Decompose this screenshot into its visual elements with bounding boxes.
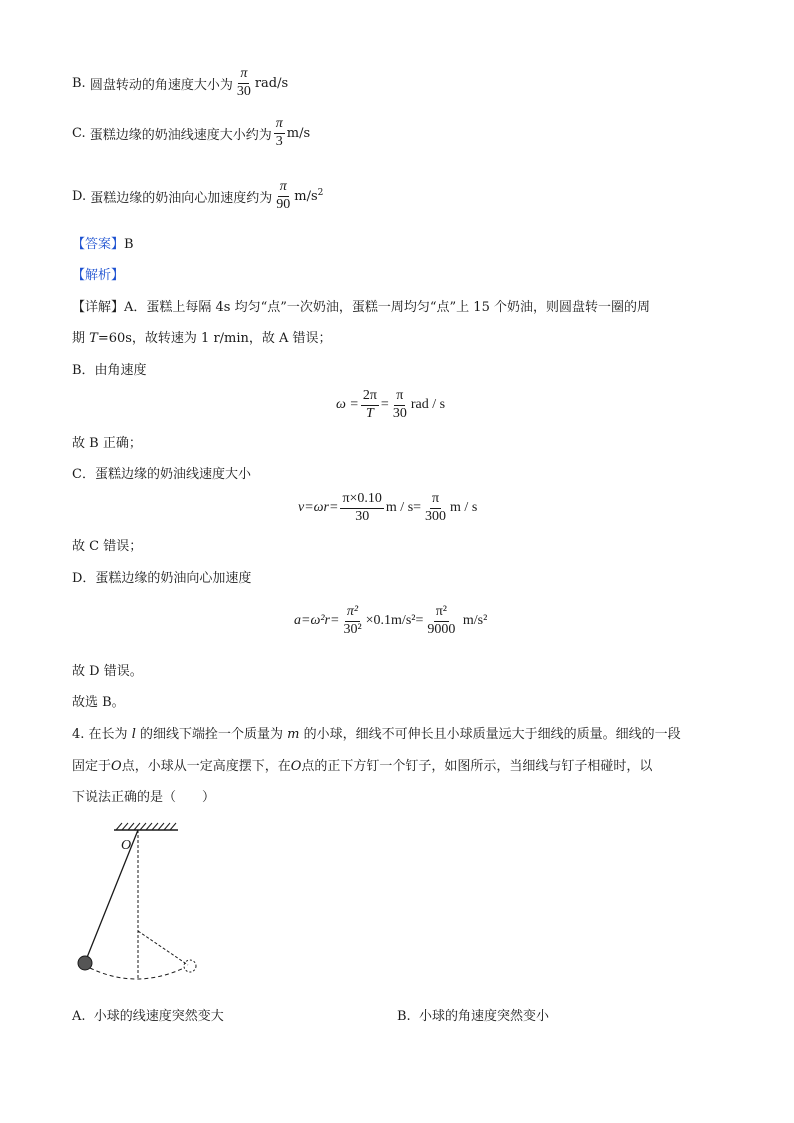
ceiling-hatching xyxy=(116,823,176,830)
detail-line-1: 【详解】A．蛋糕上每隔 4s 均匀“点”一次奶油，蛋糕一周均匀“点”上 15 个奶油，则圆盘转一圈的周 xyxy=(72,300,650,315)
answer-value: B xyxy=(124,237,134,252)
answer-label: 【答案】 xyxy=(72,237,125,252)
option-d-fraction: $\frac{\pi}{90}$ xyxy=(276,178,291,212)
detail-b-conclusion: 故 B 正确； xyxy=(72,436,142,451)
option-c-label: C. xyxy=(72,125,86,141)
option-b-text: 圆盘转动的角速度大小为 xyxy=(89,77,233,93)
option-b-unit: rad/s xyxy=(254,75,289,91)
option-b-label: B. xyxy=(72,75,86,91)
swing-arc xyxy=(90,968,184,979)
question-4-option-a: A. 小球的线速度突然变大 xyxy=(72,1009,224,1024)
option-b xyxy=(72,66,288,100)
option-d-unit: $m/s^2$ xyxy=(294,188,324,204)
question-4-line-2: 固定于O点，小球从一定高度摆下，在O点的正下方钉一个钉子，如图所示，当细线与钉子相碰时，以 xyxy=(72,759,653,774)
detail-final: 故选 B。 xyxy=(72,695,125,710)
question-4-option-b: B. 小球的角速度突然变小 xyxy=(397,1009,549,1024)
option-c xyxy=(72,116,310,150)
analysis-label: 【解析】 xyxy=(72,268,125,283)
question-number: 4. xyxy=(72,727,85,742)
detail-c-intro: C．蛋糕边缘的奶油线速度大小 xyxy=(72,467,251,482)
option-b-fraction: $\frac{\pi}{30}$ xyxy=(236,65,251,99)
question-4-line-3: 下说法正确的是（ ） xyxy=(72,790,216,805)
detail-d-conclusion: 故 D 错误。 xyxy=(72,664,143,679)
equation-velocity: v=ωr= $\frac{\pi\times 0.10}{30}$ m / s= $\frac{\pi}{300}$ m / s xyxy=(298,490,478,524)
pendulum-figure xyxy=(70,820,210,985)
option-c-fraction: $\frac{\pi}{3}$ xyxy=(275,115,283,149)
dashed-string-after-nail xyxy=(138,931,188,965)
option-d xyxy=(72,179,323,213)
question-4-line-1: 4. 在长为 l 的细线下端拴一个质量为 m 的小球，细线不可伸长且小球质量远大于细线的质量。细线的一段 xyxy=(72,727,681,742)
option-d-label: D. xyxy=(72,188,87,204)
option-c-unit: m/s xyxy=(286,125,311,141)
equation-omega: ω = $\frac{2\pi}{T}$ = $\frac{\pi}{30}$ rad / s xyxy=(336,387,446,421)
detail-c-conclusion: 故 C 错误； xyxy=(72,539,143,554)
equation-acceleration: a=ω²r= $\frac{\text{π²}}{\text{30²}}$ ×0.1m/s²= $\frac{\text{π²}}{9000}$ m/s² xyxy=(294,603,488,637)
option-c-text: 蛋糕边缘的奶油线速度大小约为 xyxy=(89,127,272,143)
ball xyxy=(78,956,92,970)
detail-d-intro: D．蛋糕边缘的奶油向心加速度 xyxy=(72,571,252,586)
answer-line xyxy=(72,233,134,252)
ball-outline-dashed xyxy=(184,960,196,972)
detail-b-intro: B．由角速度 xyxy=(72,363,147,378)
detail-line-2: 期 T=60s，故转速为 1 r/min，故 A 错误； xyxy=(72,331,332,346)
string-line xyxy=(86,830,138,960)
option-d-text: 蛋糕边缘的奶油向心加速度约为 xyxy=(90,190,273,206)
point-o-label: O xyxy=(121,838,132,853)
